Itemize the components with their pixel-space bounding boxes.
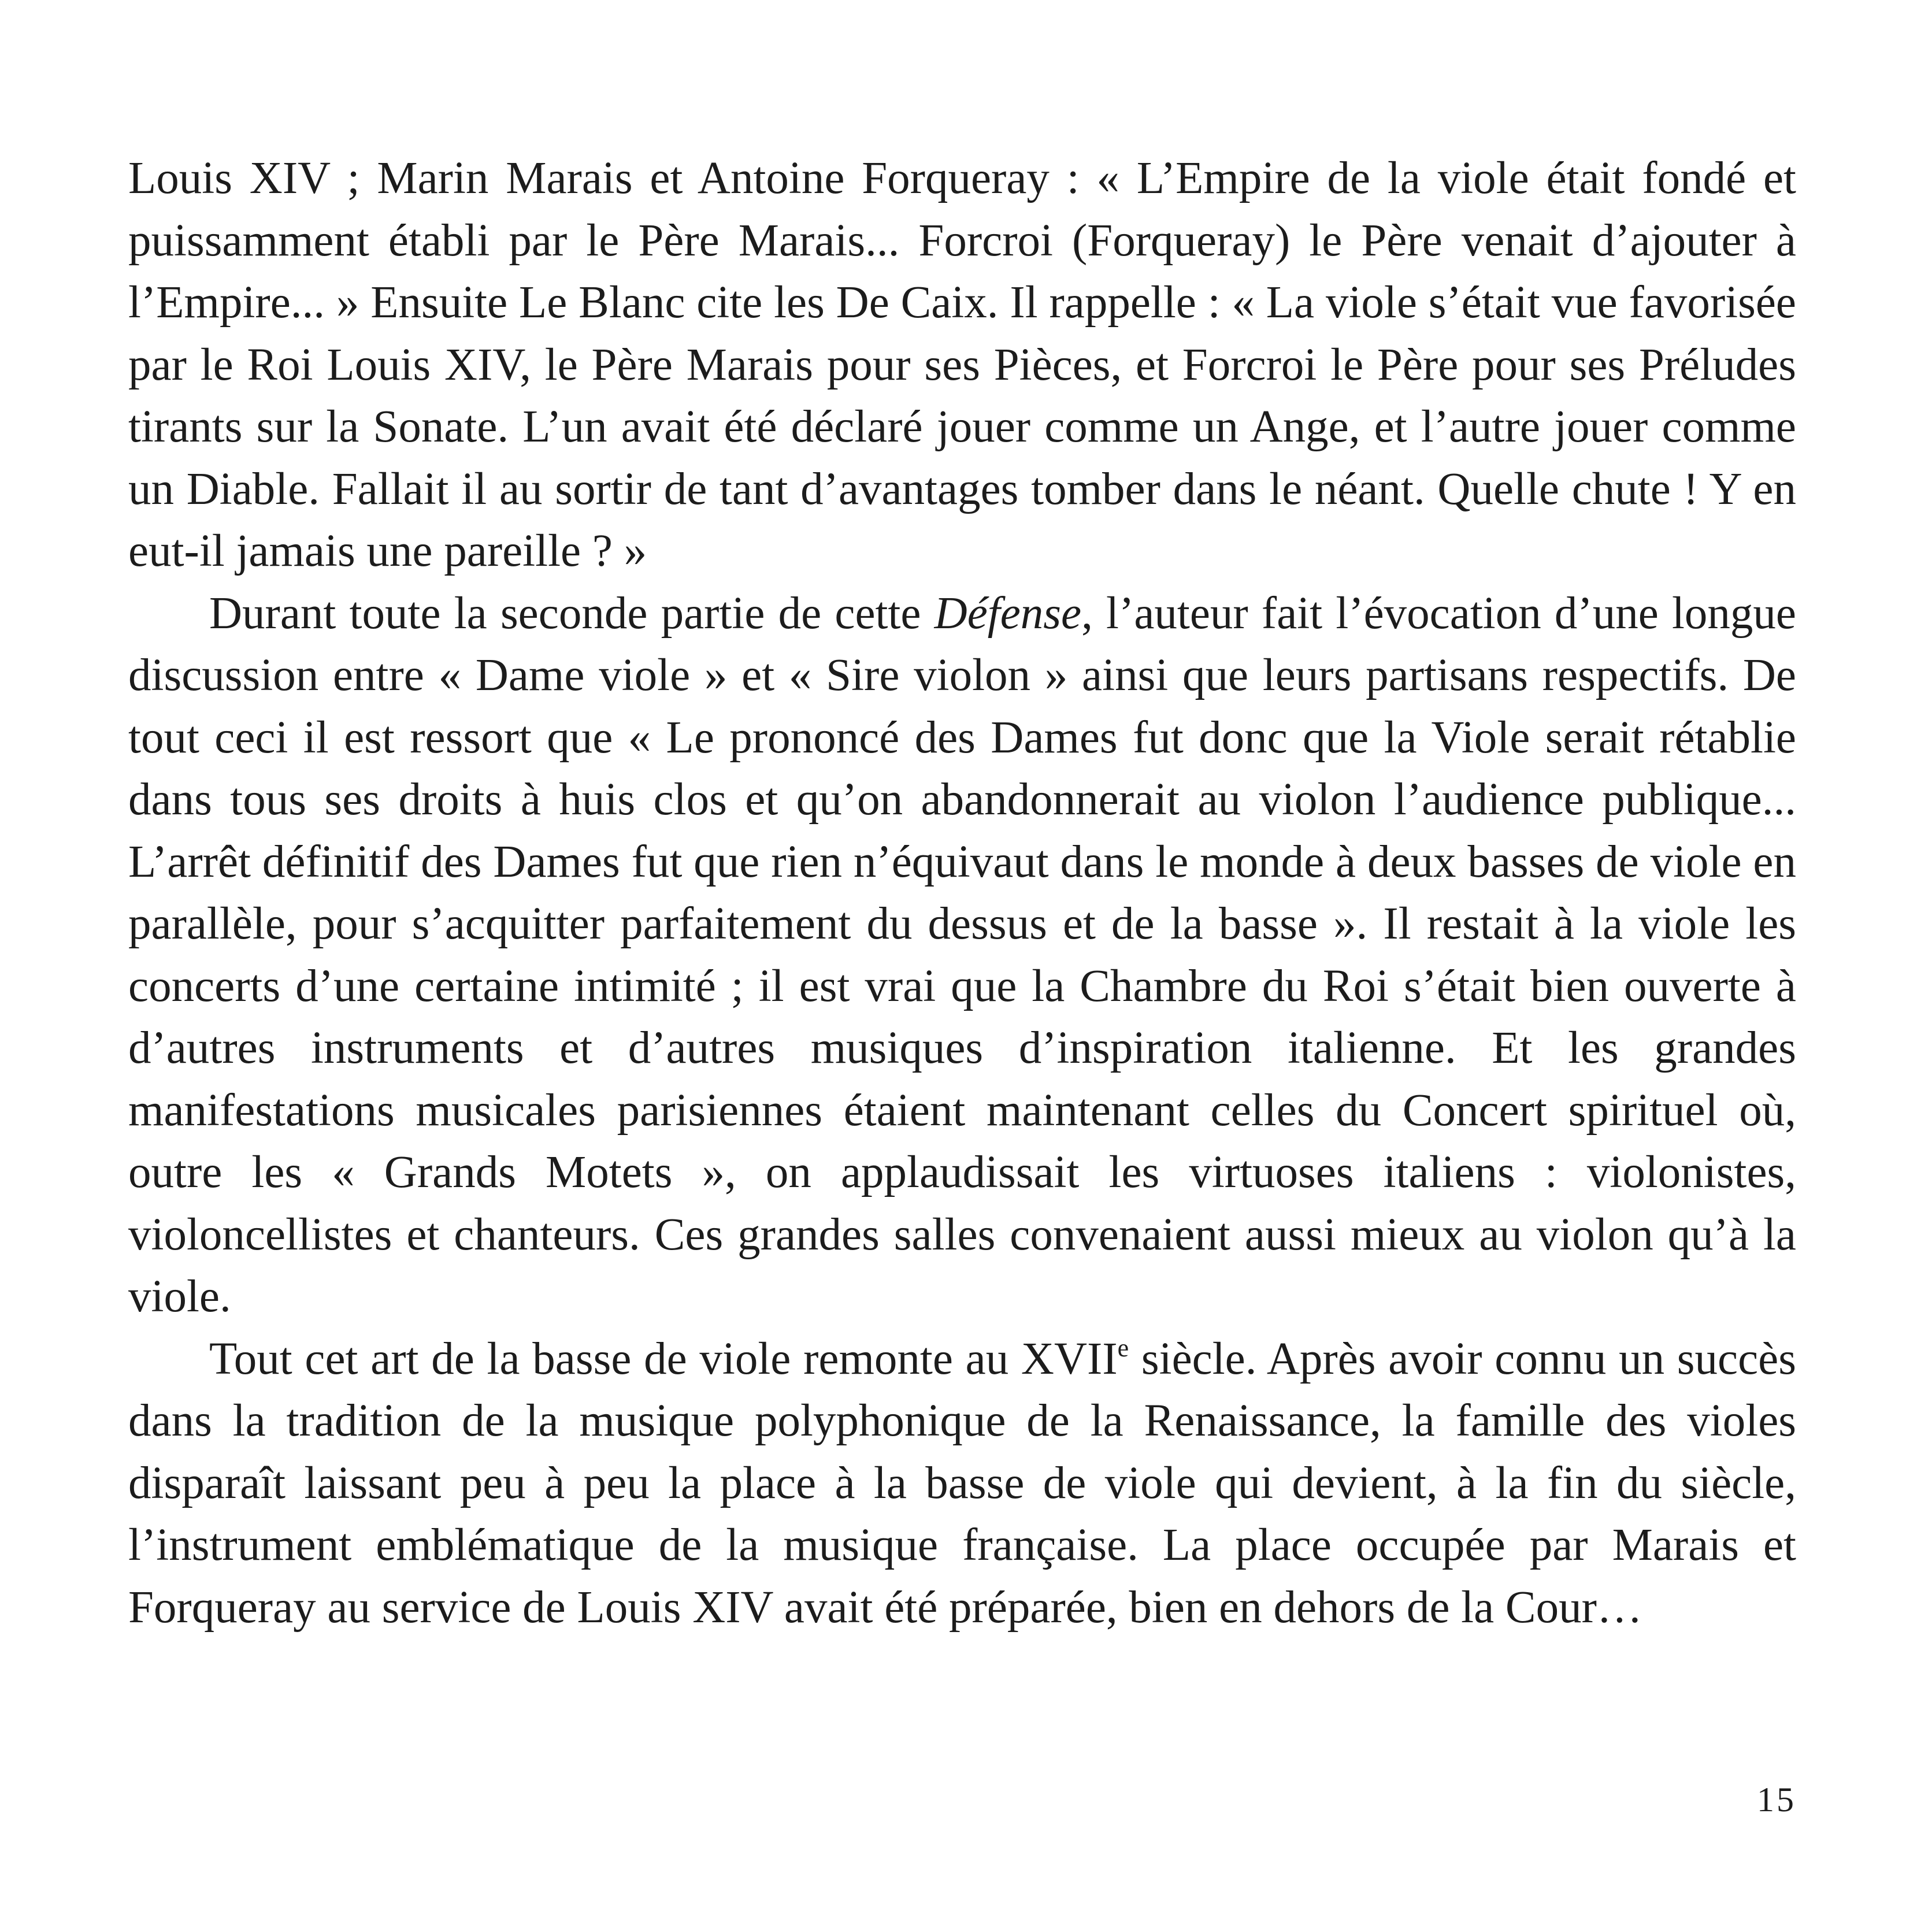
- page-number: 15: [1757, 1781, 1796, 1819]
- paragraph-3-start: Tout cet art de la basse de viole remonte au XVII: [209, 1333, 1118, 1384]
- paragraph-2-start: Durant toute la seconde partie de cette: [209, 588, 935, 639]
- paragraph-2: [128, 583, 1796, 1328]
- paragraph-3-rest: siècle. Après avoir connu un succès dans la tradition de la musique polyphonique de la Renaissance, la famille des violes disparaît laissant peu à peu la place à la basse de viole qui devient, à la fin du siècle, l’instrument emblématique de la musique française. La place occupée par Marais et Forqueray au service de Louis XIV avait été préparée, bien en dehors de la Cour…: [128, 1333, 1796, 1633]
- paragraph-3: [128, 1328, 1796, 1639]
- paragraph-1: Louis XIV ; Marin Marais et Antoine Forqueray : « L’Empire de la viole était fondé et puissamment établi par le Père Marais... Forcroi (Forqueray) le Père venait d’ajouter à l’Empire... » Ensuite Le Blanc cite les De Caix. Il rappelle : « La viole s’était vue favorisée par le Roi Louis XIV, le Père Marais pour ses Pièces, et Forcroi le Père pour ses Préludes tirants sur la Sonate. L’un avait été déclaré jouer comme un Ange, et l’autre jouer comme un Diable. Fallait il au sortir de tant d’avantages tomber dans le néant. Quelle chute ! Y en eut-il jamais une pareille ? »: [128, 153, 1796, 576]
- body-text: [128, 147, 1796, 1638]
- italic-title: Défense: [934, 588, 1082, 639]
- paragraph-2-rest: , l’auteur fait l’évocation d’une longue discussion entre « Dame viole » et « Sire violon » ainsi que leurs partisans respectifs. De tout ceci il est ressort que « Le prononcé des Dames fut donc que la Viole serait rétablie dans tous ses droits à huis clos et qu’on abandonnerait au violon l’audience publique... L’arrêt définitif des Dames fut que rien n’équivaut dans le monde à deux basses de viole en parallèle, pour s’acquitter parfaitement du dessus et de la basse ». Il restait à la viole les concerts d’une certaine intimité ; il est vrai que la Chambre du Roi s’était bien ouverte à d’autres instruments et d’autres musiques d’inspiration italienne. Et les grandes manifestations musicales parisiennes étaient maintenant celles du Concert spirituel où, outre les « Grands Motets », on applaudissait les virtuoses italiens : violonistes, violoncellistes et chanteurs. Ces grandes salles convenaient aussi mieux au violon qu’à la viole.: [128, 588, 1796, 1322]
- century-superscript: e: [1117, 1333, 1129, 1362]
